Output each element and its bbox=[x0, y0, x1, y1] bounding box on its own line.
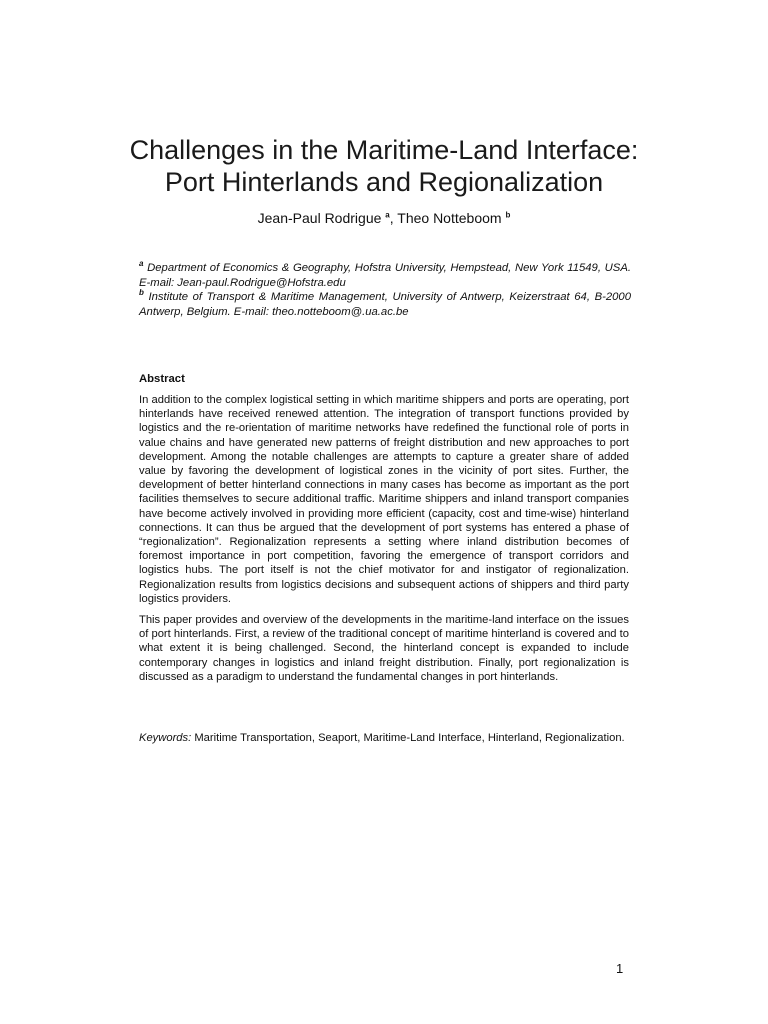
author-list bbox=[60, 208, 708, 228]
paper-title bbox=[60, 134, 708, 198]
affiliation-entry bbox=[139, 261, 631, 290]
affiliation-mark: b bbox=[139, 288, 144, 298]
abstract-paragraph: This paper provides and overview of the developments in the maritime-land interface on the issues of port hinterlands. First, a review of the traditional concept of maritime hinterland is covered and to what extent it is being challenged. Second, the hinterland concept is expanded to include contemporary changes in logistics and inland freight distribution. Finally, port regionalization is discussed as a paradigm to understand the fundamental changes in port hinterlands. bbox=[139, 614, 629, 683]
abstract-body bbox=[139, 393, 629, 691]
paper-title-line-1: Challenges in the Maritime-Land Interface: bbox=[129, 135, 639, 165]
page-number: 1 bbox=[616, 961, 624, 976]
author-separator: , bbox=[389, 210, 398, 226]
author-name: Jean-Paul Rodrigue bbox=[257, 210, 382, 226]
abstract-paragraph: In addition to the complex logistical setting in which maritime shippers and ports are operating, port hinterlands have received renewed attention. The integration of transport functions provided by logistics and the re-orientation of maritime networks have redefined the functional role of ports in value chains and have generated new patterns of freight distribution and new approaches to port development. Among the notable challenges are attempts to capture a greater share of added value by favoring the development of logistical zones in the vicinity of port sites. Further, the development of better hinterland connections in many cases has become as important as the port facilities themselves to secure additional traffic. Maritime shippers and inland transport companies have become actively involved in providing more efficient (capacity, cost and time-wise) hinterland connections. It can thus be argued that the development of port systems has entered a phase of “regionalization”. Regionalization represents a setting where inland distribution becomes of foremost importance in port competition, favoring the emergence of transport corridors and logistics hubs. The port itself is not the chief motivator for and instigator of regionalization. Regionalization results from logistics decisions and subsequent actions of shippers and third party logistics providers. bbox=[139, 394, 629, 605]
affiliation-entry bbox=[139, 290, 631, 319]
keywords-text: Maritime Transportation, Seaport, Maritime-Land Interface, Hinterland, Regionalization. bbox=[191, 732, 625, 744]
affiliation-text: Institute of Transport & Maritime Management, University of Antwerp, Keizerstraat 64, B-2000 Antwerp, Belgium. E-mail: theo.notteboom@.ua.ac.be bbox=[139, 291, 631, 318]
author-name: Theo Notteboom bbox=[397, 210, 502, 226]
abstract-heading: Abstract bbox=[139, 373, 185, 385]
paper-title-line-2: Port Hinterlands and Regionalization bbox=[164, 167, 604, 197]
affiliation-mark: a bbox=[139, 259, 144, 269]
affiliations bbox=[139, 261, 631, 319]
affiliation-mark: a bbox=[385, 210, 390, 220]
keywords bbox=[139, 731, 629, 745]
affiliation-mark: b bbox=[505, 210, 511, 220]
keywords-label: Keywords: bbox=[139, 732, 192, 744]
affiliation-text: Department of Economics & Geography, Hofstra University, Hempstead, New York 11549, USA. E-mail: Jean-paul.Rodrigue@Hofstra.edu bbox=[139, 262, 631, 289]
